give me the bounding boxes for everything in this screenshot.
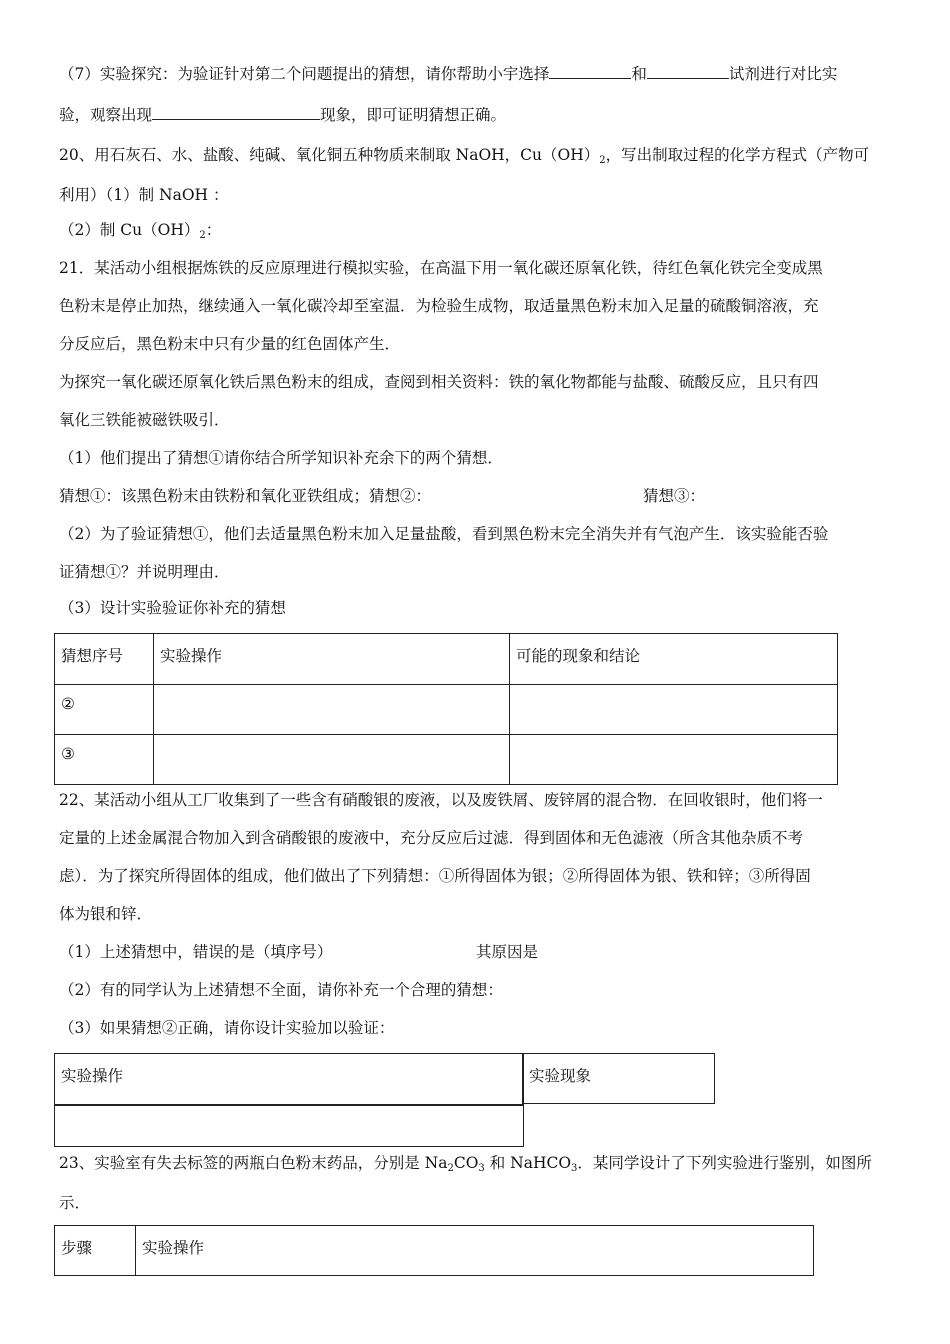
- table-header: 实验操作: [154, 634, 510, 685]
- answer-blank[interactable]: [549, 64, 631, 79]
- q22-table-header-op: 实验操作: [54, 1053, 524, 1106]
- q19-7-line2: [59, 105, 506, 125]
- q22-line3: 虑）．为了探究所得固体的组成，他们做出了下列猜想：①所得固体为银；②所得固体为银、铁和锌；③所得固: [59, 867, 811, 885]
- q20-line2: 利用）（1）制 NaOH ：: [59, 186, 229, 204]
- table-cell[interactable]: [154, 685, 510, 735]
- q21-line2: 色粉末是停止加热，继续通入一氧化碳冷却至室温．为检验生成物，取适量黑色粉末加入足量的硫酸铜溶液，充: [59, 297, 819, 315]
- q19-7-mid: 和: [631, 65, 647, 83]
- subscript: 3: [571, 1163, 578, 1174]
- q21-line10: （3）设计实验验证你补充的猜想: [59, 599, 286, 617]
- answer-blank[interactable]: [647, 64, 729, 79]
- q21-line9: 证猜想①？并说明理由．: [59, 563, 230, 581]
- q20-text: ：: [205, 221, 222, 239]
- q19-7-line2-prefix: 验，观察出现: [59, 106, 153, 124]
- q22-line1: 22、某活动小组从工厂收集到了一些含有硝酸银的废液，以及废铁屑、废锌屑的混合物．在回收银时，他们将一: [59, 791, 823, 809]
- q23-line2: 示．: [59, 1194, 91, 1212]
- q22-line5a: （1）上述猜想中，错误的是（填序号）: [59, 943, 333, 961]
- q23-line1: [59, 1153, 872, 1179]
- q21-line7a: 猜想①：该黑色粉末由铁粉和氧化亚铁组成；猜想②：: [59, 487, 432, 505]
- q23-text: ．某同学设计了下列实验进行鉴别，如图所: [577, 1154, 872, 1172]
- q19-7-prefix: （7）实验探究：为验证针对第二个问题提出的猜想，请你帮助小宇选择: [59, 65, 550, 83]
- q20-line1: [59, 145, 869, 171]
- table-cell[interactable]: [510, 735, 838, 785]
- q23-text: 23、实验室有失去标签的两瓶白色粉末药品，分别是 Na: [59, 1154, 448, 1172]
- q21-line4: 为探究一氧化碳还原氧化铁后黑色粉末的组成，查阅到相关资料：铁的氧化物都能与盐酸、硫酸反应，且只有四: [59, 373, 819, 391]
- q19-7-line1: [59, 64, 837, 84]
- q21-line5: 氧化三铁能被磁铁吸引．: [59, 411, 230, 429]
- table-cell: ②: [55, 685, 154, 735]
- q20-text: （2）制 Cu（OH）: [59, 221, 200, 239]
- q20-text: ，写出制取过程的化学方程式（产物可: [605, 146, 870, 164]
- answer-blank[interactable]: [152, 105, 320, 120]
- q22-line2: 定量的上述金属混合物加入到含硝酸银的废液中，充分反应后过滤．得到固体和无色滤液（所含其他杂质不考: [59, 829, 804, 847]
- q23-text: CO: [453, 1154, 479, 1172]
- table-header: 可能的现象和结论: [510, 634, 838, 685]
- subscript: 2: [599, 155, 606, 166]
- q22-table-header-phen: 实验现象: [522, 1053, 715, 1104]
- q21-line3: 分反应后，黑色粉末中只有少量的红色固体产生．: [59, 335, 401, 353]
- q20-line3: [59, 220, 221, 246]
- table-cell: ③: [55, 735, 154, 785]
- table-cell[interactable]: [510, 685, 838, 735]
- subscript: 3: [478, 1163, 485, 1174]
- table-header: 猜想序号: [55, 634, 154, 685]
- subscript: 2: [199, 230, 206, 241]
- q22-line5b: 其原因是: [476, 943, 539, 961]
- q22-line6: （2）有的同学认为上述猜想不全面，请你补充一个合理的猜想：: [59, 981, 503, 999]
- q21-line1: 21．某活动小组根据炼铁的反应原理进行模拟实验，在高温下用一氧化碳还原氧化铁，待红色氧化铁完全变成黑: [59, 259, 823, 277]
- q20-text: 20、用石灰石、水、盐酸、纯碱、氧化铜五种物质来制取 NaOH，Cu（OH）: [59, 146, 600, 164]
- q21-line8: （2）为了验证猜想①，他们去适量黑色粉末加入足量盐酸，看到黑色粉末完全消失并有气泡产生．该实验能否验: [59, 525, 829, 543]
- q21-table: [54, 633, 838, 785]
- table-header: 步骤: [55, 1226, 136, 1276]
- subscript: 2: [447, 1163, 454, 1174]
- q23-table: [54, 1225, 814, 1276]
- table-cell[interactable]: [154, 735, 510, 785]
- q19-7-suffix: 试剂进行对比实: [728, 65, 838, 83]
- q22-table-cell[interactable]: [54, 1104, 524, 1147]
- q19-7-line2-suffix: 现象，即可证明猜想正确。: [320, 106, 507, 124]
- q22-line7: （3）如果猜想②正确，请你设计实验加以验证：: [59, 1019, 395, 1037]
- table-header: 实验操作: [136, 1226, 814, 1276]
- q21-line6: （1）他们提出了猜想①请你结合所学知识补充余下的两个猜想．: [59, 449, 503, 467]
- q21-line7b: 猜想③：: [643, 487, 706, 505]
- q23-text: 和 NaHCO: [484, 1154, 572, 1172]
- q22-line4: 体为银和锌．: [59, 905, 153, 923]
